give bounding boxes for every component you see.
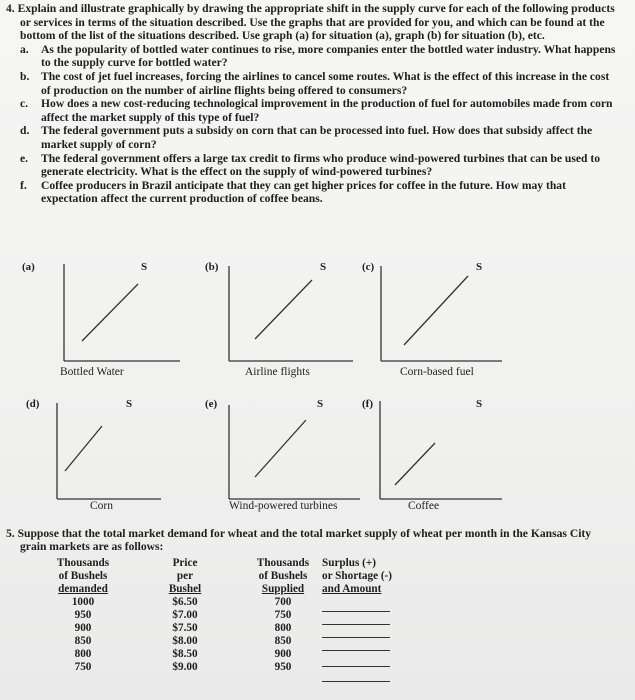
graph-f [362, 393, 512, 518]
graph-axes [362, 258, 512, 383]
graph-label: (f) [362, 398, 373, 410]
column-quantity-demanded [48, 557, 118, 674]
graph-c [362, 258, 512, 383]
table-cell: $7.50 [172, 622, 198, 634]
supply-curve-label: S [141, 261, 148, 273]
graph-label: (a) [22, 261, 35, 273]
table-cell: $8.50 [172, 648, 198, 660]
x-axis-label: Corn [90, 500, 113, 512]
column-header: and Amount [322, 583, 382, 595]
graph-label: (c) [362, 261, 375, 273]
graph-label: (e) [205, 398, 218, 410]
item-letter: b. [20, 69, 30, 83]
table-cell: 1000 [71, 596, 95, 608]
question-5-text: 5. Suppose that the total market demand for wheat and the total market supply of wheat per month in the Kansas City grain markets are as follows: [6, 527, 592, 554]
graph-axes [200, 258, 370, 383]
column-surplus-shortage [322, 557, 412, 596]
table-cell: $6.50 [172, 596, 198, 608]
column-header: demanded [58, 583, 108, 595]
item-text: The federal government offers a large tax credit to firms who produce wind-powered turbines that can be used to generate electricity. What is the effect on the supply of wind-powered turbines? [41, 151, 601, 179]
column-header: Thousands [256, 557, 310, 569]
answer-blank[interactable] [322, 637, 390, 638]
x-axis-label: Corn-based fuel [400, 366, 474, 378]
supply-curve [82, 284, 138, 341]
column-quantity-supplied [243, 557, 323, 674]
answer-blank[interactable] [322, 681, 390, 682]
column-price [150, 557, 220, 674]
item-text: As the popularity of bottled water continues to rise, more companies enter the bottled water industry. What happens to the supply curve for bottled water? [41, 42, 616, 70]
column-header: Surplus (+) [322, 557, 376, 569]
supply-curve-label: S [126, 398, 133, 410]
situation-item-f [6, 179, 621, 206]
situation-item-e [6, 152, 621, 179]
item-letter: f. [20, 178, 27, 192]
x-axis-label: Wind-powered turbines [229, 500, 338, 512]
table-cell: $8.00 [172, 635, 198, 647]
table-cell: 800 [274, 622, 292, 634]
column-header: of Bushels [58, 570, 108, 582]
item-text: How does a new cost-reducing technological improvement in the production of fuel for automobiles made from corn affect the market supply of this type of fuel? [41, 97, 613, 124]
table-cell: 950 [274, 661, 292, 673]
table-cell: 900 [274, 648, 292, 660]
table-cell: $9.00 [172, 661, 198, 673]
x-axis-label: Airline flights [245, 366, 310, 378]
question-4 [6, 2, 621, 206]
column-header: per [176, 570, 194, 582]
question-5 [6, 527, 606, 553]
supply-curve-label: S [476, 261, 483, 273]
table-cell: 950 [74, 609, 92, 621]
table-cell: 700 [274, 596, 292, 608]
column-header: Bushel [168, 583, 202, 595]
x-axis-label: Bottled Water [60, 366, 124, 378]
table-cell: 900 [74, 622, 92, 634]
answer-blank[interactable] [322, 624, 390, 625]
supply-curve [65, 426, 102, 471]
item-letter: e. [20, 151, 29, 165]
table-cell: $7.00 [172, 609, 198, 621]
column-header: Supplied [261, 583, 305, 595]
situation-list [6, 43, 621, 206]
table-cell: 800 [74, 648, 92, 660]
situation-item-c [6, 97, 621, 124]
graph-a [22, 258, 182, 383]
table-cell: 750 [74, 661, 92, 673]
supply-curve-label: S [476, 398, 483, 410]
column-header: of Bushels [258, 570, 308, 582]
column-header: or Shortage (-) [322, 570, 393, 582]
graph-b [200, 258, 370, 383]
column-header: Thousands [56, 557, 110, 569]
item-text: The federal government puts a subsidy on corn that can be processed into fuel. How does that subsidy affect the market supply of corn? [41, 124, 593, 151]
item-text: Coffee producers in Brazil anticipate that they can get higher prices for coffee in the future. How may that expectation affect the current production of coffee beans. [41, 178, 566, 206]
supply-curve [395, 443, 435, 485]
item-letter: d. [20, 124, 30, 138]
answer-blank[interactable] [322, 650, 390, 651]
question-4-intro: 4. Explain and illustrate graphically by drawing the appropriate shift in the supply curve for each of the following products or services in terms of the situation described. Use the graphs that are provided for you, and which can be found at the bottom of the list of the situations described. Use graph (a) for situation (a), graph (b) for situation (b), etc. [6, 2, 615, 43]
graph-label: (b) [205, 261, 219, 273]
item-text: The cost of jet fuel increases, forcing the airlines to cancel some routes. What is the effect of this increase in the cost of production on the number of airline flights being offered to consumers? [41, 69, 610, 97]
item-letter: a. [20, 42, 29, 56]
answer-blank[interactable] [322, 611, 390, 612]
graph-label: (d) [26, 398, 40, 410]
x-axis-label: Coffee [408, 500, 440, 512]
answer-blank[interactable] [322, 666, 390, 667]
supply-curve [255, 280, 312, 339]
table-cell: 850 [74, 635, 92, 647]
column-header: Price [172, 557, 198, 569]
supply-curve [255, 420, 306, 477]
supply-curve-label: S [317, 398, 324, 410]
situation-item-a [6, 43, 621, 70]
item-letter: c. [20, 97, 29, 111]
supply-curve-label: S [320, 261, 327, 273]
graph-d [26, 393, 186, 518]
graph-e [200, 393, 370, 518]
situation-item-d [6, 124, 621, 151]
supply-curve [404, 276, 468, 345]
table-cell: 850 [274, 635, 292, 647]
table-cell: 750 [274, 609, 292, 621]
situation-item-b [6, 70, 621, 97]
graph-axes [22, 258, 182, 383]
